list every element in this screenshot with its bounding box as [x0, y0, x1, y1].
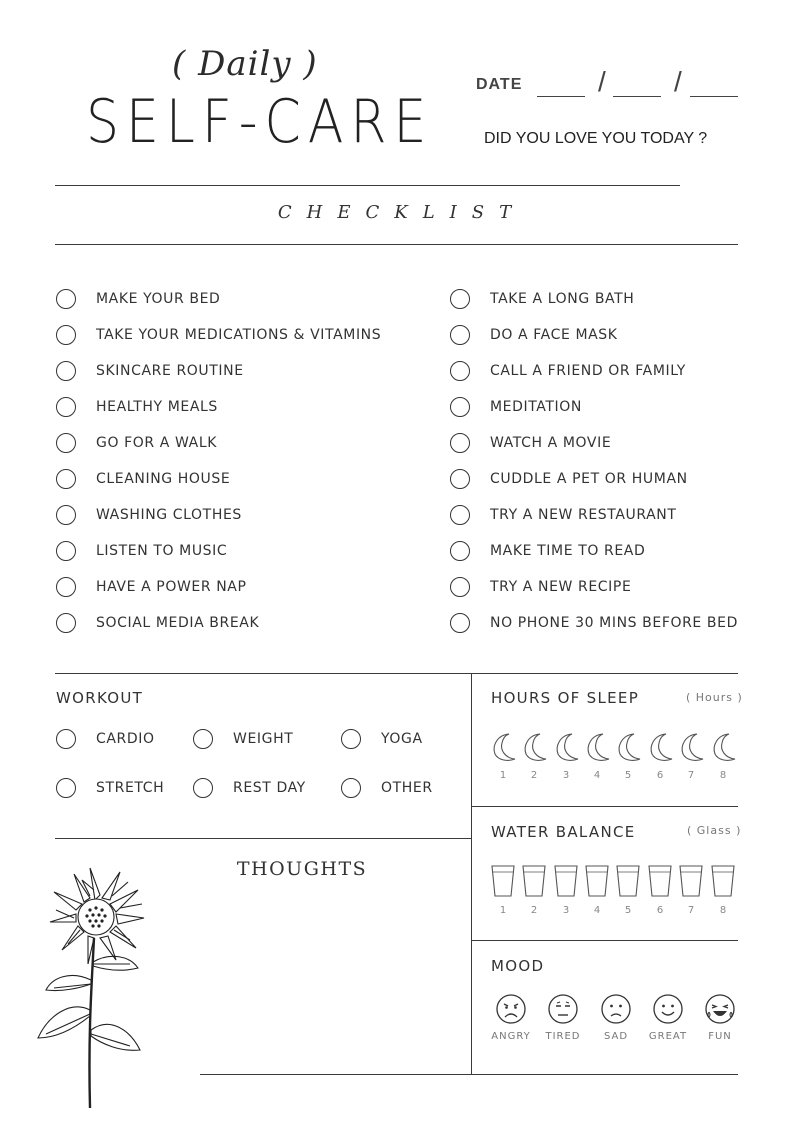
- date-month-field[interactable]: [613, 96, 661, 97]
- checklist-item[interactable]: [450, 575, 631, 599]
- daily-subtitle: ( Daily ): [172, 44, 318, 84]
- checkbox-circle[interactable]: [56, 505, 76, 525]
- water-glass-number: 7: [687, 905, 695, 916]
- workout-option-label: CARDIO: [96, 731, 155, 747]
- checklist-item[interactable]: [450, 431, 611, 455]
- crescent-moon-icon[interactable]: [552, 732, 580, 762]
- checklist-item[interactable]: [450, 503, 677, 527]
- angry-face-icon[interactable]: [495, 993, 527, 1025]
- workout-option-weight[interactable]: [193, 729, 293, 749]
- workout-title: WORKOUT: [56, 689, 144, 707]
- sleep-hour-number: 7: [687, 770, 695, 781]
- glass-icon[interactable]: [711, 864, 735, 898]
- water-mood-divider: [472, 940, 738, 941]
- sleep-hour-number: 8: [719, 770, 727, 781]
- laughing-face-icon[interactable]: [704, 993, 736, 1025]
- checklist-item[interactable]: [56, 467, 230, 491]
- checklist-item[interactable]: [56, 575, 247, 599]
- checkbox-circle[interactable]: [56, 729, 76, 749]
- checkbox-circle[interactable]: [193, 778, 213, 798]
- checklist-item[interactable]: [450, 467, 688, 491]
- workout-option-rest-day[interactable]: [193, 778, 306, 798]
- workout-thoughts-divider: [55, 838, 472, 839]
- checkbox-circle[interactable]: [56, 289, 76, 309]
- mood-title: MOOD: [491, 957, 545, 975]
- checklist-divider: [55, 244, 738, 245]
- header-divider: [55, 185, 680, 186]
- checkbox-circle[interactable]: [450, 505, 470, 525]
- thoughts-title: THOUGHTS: [236, 858, 368, 880]
- checklist-item-label: TAKE A LONG BATH: [490, 291, 635, 307]
- checklist-item-label: TRY A NEW RESTAURANT: [490, 507, 677, 523]
- checkbox-circle[interactable]: [341, 729, 361, 749]
- checklist-item[interactable]: [56, 431, 217, 455]
- checklist-item[interactable]: [56, 323, 381, 347]
- workout-option-yoga[interactable]: [341, 729, 423, 749]
- mood-label: GREAT: [648, 1031, 688, 1042]
- checklist-item[interactable]: [450, 359, 686, 383]
- workout-option-label: OTHER: [381, 780, 433, 796]
- checkbox-circle[interactable]: [56, 325, 76, 345]
- sad-face-icon[interactable]: [600, 993, 632, 1025]
- checklist-item[interactable]: [56, 359, 244, 383]
- water-glass-number: 1: [499, 905, 507, 916]
- checklist-item-label: HAVE A POWER NAP: [96, 579, 247, 595]
- bottom-divider: [200, 1074, 738, 1075]
- water-glass-number: 4: [593, 905, 601, 916]
- water-glass-number: 5: [624, 905, 632, 916]
- workout-option-label: YOGA: [381, 731, 423, 747]
- workout-option-other[interactable]: [341, 778, 433, 798]
- page-title: SELF-CARE: [86, 88, 434, 157]
- checkbox-circle[interactable]: [56, 361, 76, 381]
- sleep-water-divider: [472, 806, 738, 807]
- checkbox-circle[interactable]: [56, 541, 76, 561]
- checklist-item-label: CLEANING HOUSE: [96, 471, 231, 487]
- checklist-item[interactable]: [450, 395, 582, 419]
- checklist-item-label: DO A FACE MASK: [490, 327, 618, 343]
- date-separator: /: [674, 66, 682, 97]
- date-separator: /: [598, 66, 606, 97]
- checklist-item-label: MEDITATION: [490, 399, 582, 415]
- checklist-item-label: MAKE YOUR BED: [96, 291, 221, 307]
- checkbox-circle[interactable]: [341, 778, 361, 798]
- checkbox-circle[interactable]: [450, 541, 470, 561]
- checklist-item-label: MAKE TIME TO READ: [490, 543, 646, 559]
- checklist-item-label: CUDDLE A PET OR HUMAN: [490, 471, 688, 487]
- checklist-item[interactable]: [56, 395, 218, 419]
- checklist-item-label: SOCIAL MEDIA BREAK: [96, 615, 260, 631]
- crescent-moon-icon[interactable]: [646, 732, 674, 762]
- checklist-item-label: LISTEN TO MUSIC: [96, 543, 228, 559]
- checklist-item-label: SKINCARE ROUTINE: [96, 363, 244, 379]
- workout-option-label: WEIGHT: [233, 731, 294, 747]
- water-title: WATER BALANCE: [491, 823, 636, 841]
- sleep-title: HOURS OF SLEEP: [491, 689, 640, 707]
- date-label: DATE: [476, 76, 523, 93]
- checkbox-circle[interactable]: [56, 778, 76, 798]
- checklist-item-label: HEALTHY MEALS: [96, 399, 218, 415]
- checkbox-circle[interactable]: [450, 361, 470, 381]
- water-glass-number: 3: [562, 905, 570, 916]
- crescent-moon-icon[interactable]: [489, 732, 517, 762]
- tired-face-icon[interactable]: [547, 993, 579, 1025]
- sleep-hour-number: 1: [499, 770, 507, 781]
- water-glass-number: 6: [656, 905, 664, 916]
- water-glass-number: 2: [530, 905, 538, 916]
- glass-icon[interactable]: [679, 864, 703, 898]
- sleep-hour-number: 2: [530, 770, 538, 781]
- mood-label: FUN: [708, 1031, 732, 1042]
- water-unit: ( Glass ): [687, 824, 742, 837]
- crescent-moon-icon[interactable]: [520, 732, 548, 762]
- mood-label: ANGRY: [491, 1031, 531, 1042]
- date-day-field[interactable]: [537, 96, 585, 97]
- checkbox-circle[interactable]: [450, 577, 470, 597]
- smiling-face-icon[interactable]: [652, 993, 684, 1025]
- checklist-item-label: CALL A FRIEND OR FAMILY: [490, 363, 686, 379]
- checkbox-circle[interactable]: [450, 433, 470, 453]
- checkbox-circle[interactable]: [450, 325, 470, 345]
- crescent-moon-icon[interactable]: [614, 732, 642, 762]
- sunflower-leaf: [46, 975, 91, 990]
- section-divider: [55, 673, 738, 674]
- sunflower-icon: [30, 860, 160, 1110]
- glass-icon[interactable]: [616, 864, 640, 898]
- sleep-hour-number: 5: [624, 770, 632, 781]
- checkbox-circle[interactable]: [450, 289, 470, 309]
- checklist-item-label: TAKE YOUR MEDICATIONS & VITAMINS: [96, 327, 382, 343]
- love-question: DID YOU LOVE YOU TODAY ?: [484, 130, 708, 147]
- sleep-hour-number: 4: [593, 770, 601, 781]
- checkbox-circle[interactable]: [450, 613, 470, 633]
- checklist-item[interactable]: [56, 287, 220, 311]
- workout-option-cardio[interactable]: [56, 729, 155, 749]
- checklist-item-label: WATCH A MOVIE: [490, 435, 612, 451]
- checkbox-circle[interactable]: [56, 577, 76, 597]
- checkbox-circle[interactable]: [56, 469, 76, 489]
- checkbox-circle[interactable]: [56, 613, 76, 633]
- checklist-item[interactable]: [450, 287, 634, 311]
- checkbox-circle[interactable]: [450, 469, 470, 489]
- checklist-item-label: GO FOR A WALK: [96, 435, 218, 451]
- checklist-item[interactable]: [56, 503, 242, 527]
- mood-label: SAD: [603, 1031, 629, 1042]
- checklist-item-label: WASHING CLOTHES: [96, 507, 242, 523]
- crescent-moon-icon[interactable]: [677, 732, 705, 762]
- checkbox-circle[interactable]: [450, 397, 470, 417]
- date-year-field[interactable]: [690, 96, 738, 97]
- sunflower-leaf: [91, 1024, 140, 1050]
- sleep-hour-number: 6: [656, 770, 664, 781]
- workout-option-stretch[interactable]: [56, 778, 164, 798]
- thoughts-area[interactable]: [200, 890, 470, 1070]
- water-glass-number: 8: [719, 905, 727, 916]
- checklist-item-label: TRY A NEW RECIPE: [490, 579, 632, 595]
- glass-icon[interactable]: [648, 864, 672, 898]
- checklist-item[interactable]: [450, 323, 618, 347]
- sleep-hour-number: 3: [562, 770, 570, 781]
- sunflower-leaf: [38, 1007, 90, 1038]
- crescent-moon-icon[interactable]: [583, 732, 611, 762]
- checklist-item-label: NO PHONE 30 MINS BEFORE BED: [490, 615, 738, 631]
- checklist-item[interactable]: [56, 539, 227, 563]
- crescent-moon-icon[interactable]: [709, 732, 737, 762]
- checkbox-circle[interactable]: [56, 433, 76, 453]
- checkbox-circle[interactable]: [193, 729, 213, 749]
- checklist-item[interactable]: [56, 611, 259, 635]
- mood-label: TIRED: [545, 1031, 581, 1042]
- checklist-title: CHECKLIST: [277, 202, 527, 223]
- sleep-unit: ( Hours ): [686, 691, 743, 704]
- workout-option-label: REST DAY: [233, 780, 306, 796]
- checkbox-circle[interactable]: [56, 397, 76, 417]
- checklist-item[interactable]: [450, 539, 645, 563]
- checklist-item[interactable]: [450, 611, 738, 635]
- workout-option-label: STRETCH: [96, 780, 165, 796]
